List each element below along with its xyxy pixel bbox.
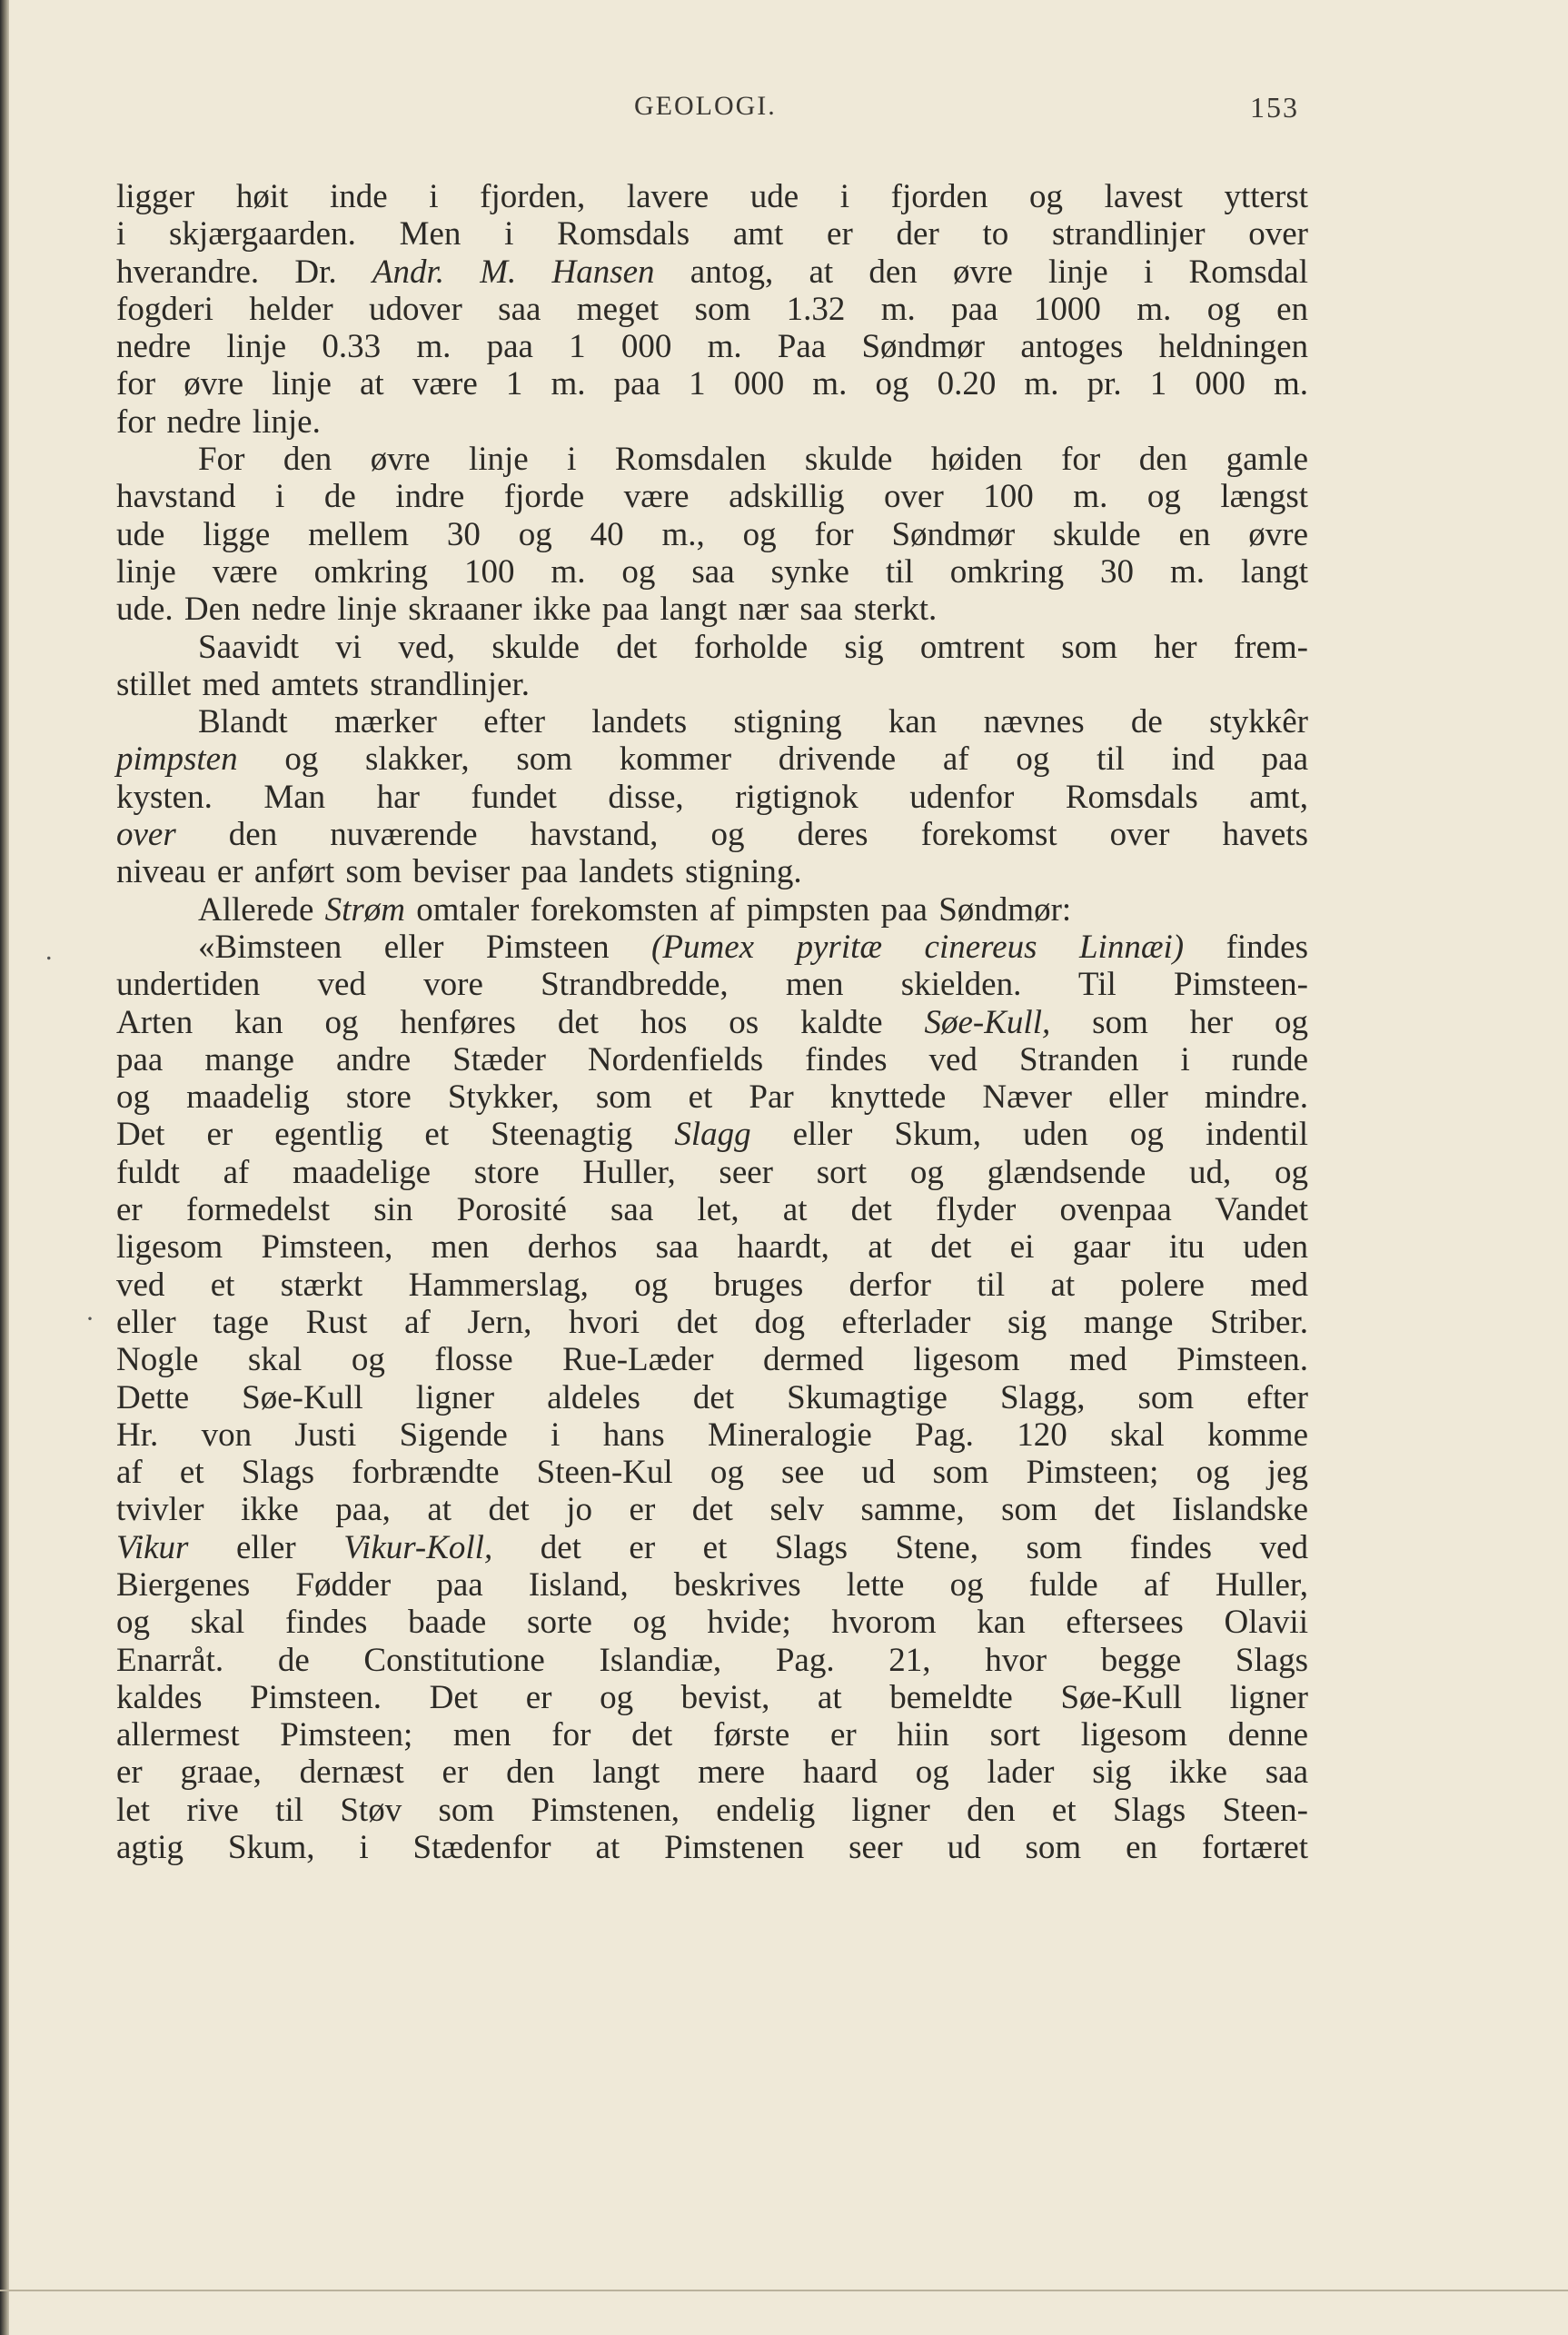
italic-text: Andr. M. Hansen [372,253,655,291]
text-line [116,253,1308,291]
text-line [116,591,1308,628]
text-line [116,1116,1308,1153]
text-run: allermest Pimsteen; men for det første er hiin sort ligesom denne [116,1716,1308,1754]
italic-text: over [116,816,176,854]
text-line [116,478,1308,515]
text-run: Blandt mærker efter landets stigning kan nævnes de stykkêr [198,703,1308,741]
text-line [116,1792,1308,1829]
text-line [116,1304,1308,1341]
text-line [116,891,1308,929]
page-header [116,91,1308,133]
text-line [116,1642,1308,1679]
text-run: For den øvre linje i Romsdalen skulde høiden for den gamle [198,441,1308,479]
text-line [116,1829,1308,1866]
text-line [116,1566,1308,1604]
text-run: i skjærgaarden. Men i Romsdals amt er der to strandlinjer over [116,215,1308,253]
text-line [116,1604,1308,1641]
text-run: nedre linje 0.33 m. paa 1 000 m. Paa Søndmør antoges heldningen [116,328,1308,366]
text-line [116,441,1308,478]
text-run: for nedre linje. [116,402,321,441]
text-line [116,1228,1308,1266]
text-run: og slakker, som kommer drivende af og til ind paa [237,740,1308,779]
body-text [116,178,1308,1866]
text-run: Hr. von Justi Sigende i hans Mineralogie Pag. 120 skal komme [116,1416,1308,1454]
text-run: niveau er anført som beviser paa landets stigning. [116,853,802,891]
text-line [116,1754,1308,1791]
text-line [116,929,1308,966]
text-line [116,1716,1308,1754]
text-line [116,1267,1308,1304]
text-run: stillet med amtets strandlinjer. [116,665,530,703]
text-run: eller Skum, uden og indentil [750,1116,1308,1154]
text-run: som her og [1050,1003,1308,1041]
text-run: kaldes Pimsteen. Det er og bevist, at bemeldte Søe-Kull ligner [116,1678,1308,1716]
text-line [116,666,1308,703]
text-line [116,1491,1308,1528]
page-bottom-rule [0,2290,1568,2291]
page-number: 153 [1250,91,1299,124]
text-run: Biergenes Fødder paa Iisland, beskrives lette og fulde af Huller, [116,1565,1308,1604]
text-run: linje være omkring 100 m. og saa synke til omkring 30 m. langt [116,552,1308,591]
italic-text: Strøm [324,890,406,929]
text-line [116,1679,1308,1716]
italic-text: Slagg [674,1116,751,1154]
text-line [116,403,1308,441]
running-title: GEOLOGI. [634,91,777,121]
italic-text: pimpsten [116,740,238,779]
text-line [116,1154,1308,1191]
text-line [116,779,1308,816]
text-line [116,516,1308,553]
text-run: af et Slags forbrændte Steen-Kul og see ud som Pimsteen; og jeg [116,1454,1308,1492]
text-line [116,1454,1308,1491]
text-run: paa mange andre Stæder Nordenfields findes ved Stranden i runde [116,1040,1308,1078]
text-line [116,1191,1308,1228]
text-line [116,703,1308,740]
text-line [116,966,1308,1003]
text-run: Det er egentlig et Steenagtig [116,1116,675,1154]
text-line [116,1416,1308,1454]
margin-mark: . [45,936,53,966]
text-run: kysten. Man har fundet disse, rigtignok udenfor Romsdals amt, [116,778,1308,816]
text-line [116,1078,1308,1116]
text-line [116,291,1308,328]
text-run: den nuværende havstand, og deres forekomst over havets [175,816,1308,854]
text-run: fuldt af maadelige store Huller, seer sort og glændsende ud, og [116,1153,1308,1191]
text-line [116,553,1308,591]
page-binding-edge [0,0,9,2335]
text-run: for øvre linje at være 1 m. paa 1 000 m. og 0.20 m. pr. 1 000 m. [116,365,1308,403]
text-run: ude ligge mellem 30 og 40 m., og for Søndmør skulde en øvre [116,515,1308,553]
text-line [116,853,1308,890]
text-run: tvivler ikke paa, at det jo er det selv samme, som det Iislandske [116,1491,1308,1529]
text-run: findes [1184,928,1308,966]
text-run: Nogle skal og flosse Rue-Læder dermed ligesom med Pimsteen. [116,1341,1308,1379]
text-line [116,740,1308,778]
text-run: «Bimsteen eller Pimsteen [198,928,652,966]
text-line [116,1529,1308,1566]
text-line [116,816,1308,853]
margin-mark: · [85,1304,94,1334]
text-line [116,328,1308,365]
text-run: Enarråt. de Constitutione Islandiæ, Pag. 21, hvor begge Slags [116,1641,1308,1679]
italic-text: Søe-Kull, [924,1003,1051,1041]
text-line [116,365,1308,402]
text-run: undertiden ved vore Strandbredde, men skielden. Til Pimsteen- [116,966,1308,1004]
italic-text: Vikur-Koll, [343,1528,493,1566]
text-run: og maadelig store Stykker, som et Par knyttede Næver eller mindre. [116,1078,1308,1117]
text-run: hverandre. Dr. [116,253,372,291]
text-run: ligger høit inde i fjorden, lavere ude i fjorden og lavest ytterst [116,178,1308,215]
text-run: det er et Slags Stene, som findes ved [492,1528,1308,1566]
text-run: Saavidt vi ved, skulde det forholde sig omtrent som her frem- [198,628,1308,666]
text-run: Allerede [198,890,325,929]
text-run: ved et stærkt Hammerslag, og bruges derfor til at polere med [116,1266,1308,1304]
text-run: er graae, dernæst er den langt mere haard og lader sig ikke saa [116,1754,1308,1792]
text-line [116,1379,1308,1416]
text-run: eller tage Rust af Jern, hvori det dog efterlader sig mange Striber. [116,1303,1308,1341]
text-run: fogderi helder udover saa meget som 1.32 m. paa 1000 m. og en [116,290,1308,328]
text-run: ude. Den nedre linje skraaner ikke paa langt nær saa sterkt. [116,591,938,629]
text-run: let rive til Støv som Pimstenen, endelig ligner den et Slags Steen- [116,1791,1308,1829]
text-run: eller [188,1528,344,1566]
italic-text: Vikur [116,1528,189,1566]
text-line [116,1341,1308,1378]
text-run: Dette Søe-Kull ligner aldeles det Skumagtige Slagg, som efter [116,1378,1308,1416]
text-run: ligesom Pimsteen, men derhos saa haardt, at det ei gaar itu uden [116,1228,1308,1267]
text-run: er formedelst sin Porosité saa let, at det flyder ovenpaa Vandet [116,1191,1308,1229]
text-line [116,215,1308,253]
text-line [116,178,1308,215]
text-run: havstand i de indre fjorde være adskillig over 100 m. og længst [116,478,1308,516]
text-run: agtig Skum, i Stædenfor at Pimstenen seer ud som en fortæret [116,1829,1308,1867]
italic-text: (Pumex pyritæ cinereus Linnæi) [651,928,1185,966]
text-line [116,629,1308,666]
text-run: Arten kan og henføres det hos os kaldte [116,1003,925,1041]
text-line [116,1041,1308,1078]
text-line [116,1004,1308,1041]
text-run: omtaler forekomsten af pimpsten paa Søndmør: [405,890,1072,929]
text-run: og skal findes baade sorte og hvide; hvorom kan eftersees Olavii [116,1604,1308,1642]
text-run: antog, at den øvre linje i Romsdal [654,253,1309,291]
